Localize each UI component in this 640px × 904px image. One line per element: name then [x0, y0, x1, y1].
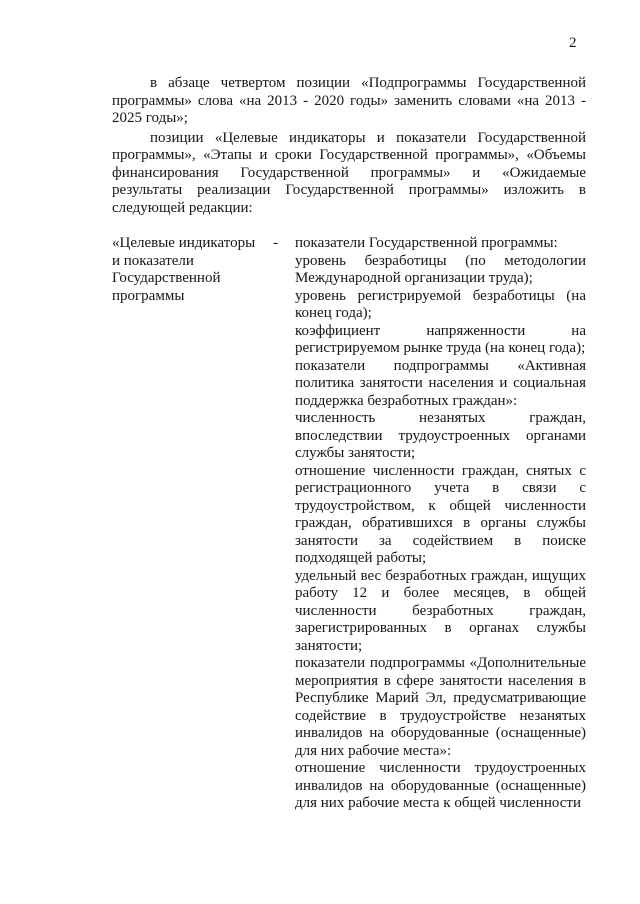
- right-cell-item: показатели Государственной программы:: [295, 235, 558, 251]
- right-cell-item: уровень регистрируемой безработицы (на конец года);: [295, 287, 586, 321]
- right-cell-item: уровень безработицы (по методологии Международной организации труда);: [295, 252, 586, 286]
- right-cell-item: коэффициент напряженности на регистрируемом рынке труда (на конец года);: [295, 322, 586, 356]
- right-cell-item: отношение численности трудоустроенных инвалидов на оборудованные (оснащенные) для них рабочие места к общей численности: [295, 760, 586, 811]
- right-cell-item: показатели подпрограммы «Активная политика занятости населения и социальная поддержка безработных граждан»:: [295, 357, 586, 409]
- table-left-cell: [112, 235, 284, 305]
- intro-paragraph-1: в абзаце четвертом позиции «Подпрограммы Государственной программы» слова «на 2013 - 2020 годы» заменить словами «на 2013 - 2025 годы»;: [112, 75, 586, 126]
- table-dash: -: [273, 235, 278, 251]
- page-number: 2: [569, 35, 577, 51]
- right-cell-item: удельный вес безработных граждан, ищущих работу 12 и более месяцев, в общей численности безработных граждан, зарегистрированных в органах службы занятости;: [295, 567, 586, 654]
- table-right-cell: [295, 235, 586, 813]
- right-cell-item: отношение численности граждан, снятых с регистрационного учета в связи с трудоустройством, к общей численности граждан, обратившихся в органы службы занятости за содействием в поиске подходящей работы;: [295, 462, 586, 566]
- intro-text: [112, 75, 586, 219]
- left-cell-line: программы: [112, 287, 185, 304]
- intro-paragraph-2: позиции «Целевые индикаторы и показатели Государственной программы», «Этапы и сроки Государственной программы», «Объемы финансирования Государственной программы» и «Ожидаемые результаты реализации Государственной программы» изложить в следующей редакции:: [112, 129, 586, 216]
- right-cell-item: численность незанятых граждан, впоследствии трудоустроенных органами службы занятости;: [295, 410, 586, 461]
- left-cell-line: «Целевые индикаторы: [112, 235, 256, 251]
- left-cell-line: Государственной: [112, 270, 221, 286]
- left-cell-line: и показатели: [112, 252, 194, 269]
- right-cell-item: показатели подпрограммы «Дополнительные мероприятия в сфере занятости населения в Республике Марий Эл, предусматривающие содействие в трудоустройстве незанятых инвалидов на оборудованные (оснащенные) для них рабочие места»:: [295, 655, 586, 759]
